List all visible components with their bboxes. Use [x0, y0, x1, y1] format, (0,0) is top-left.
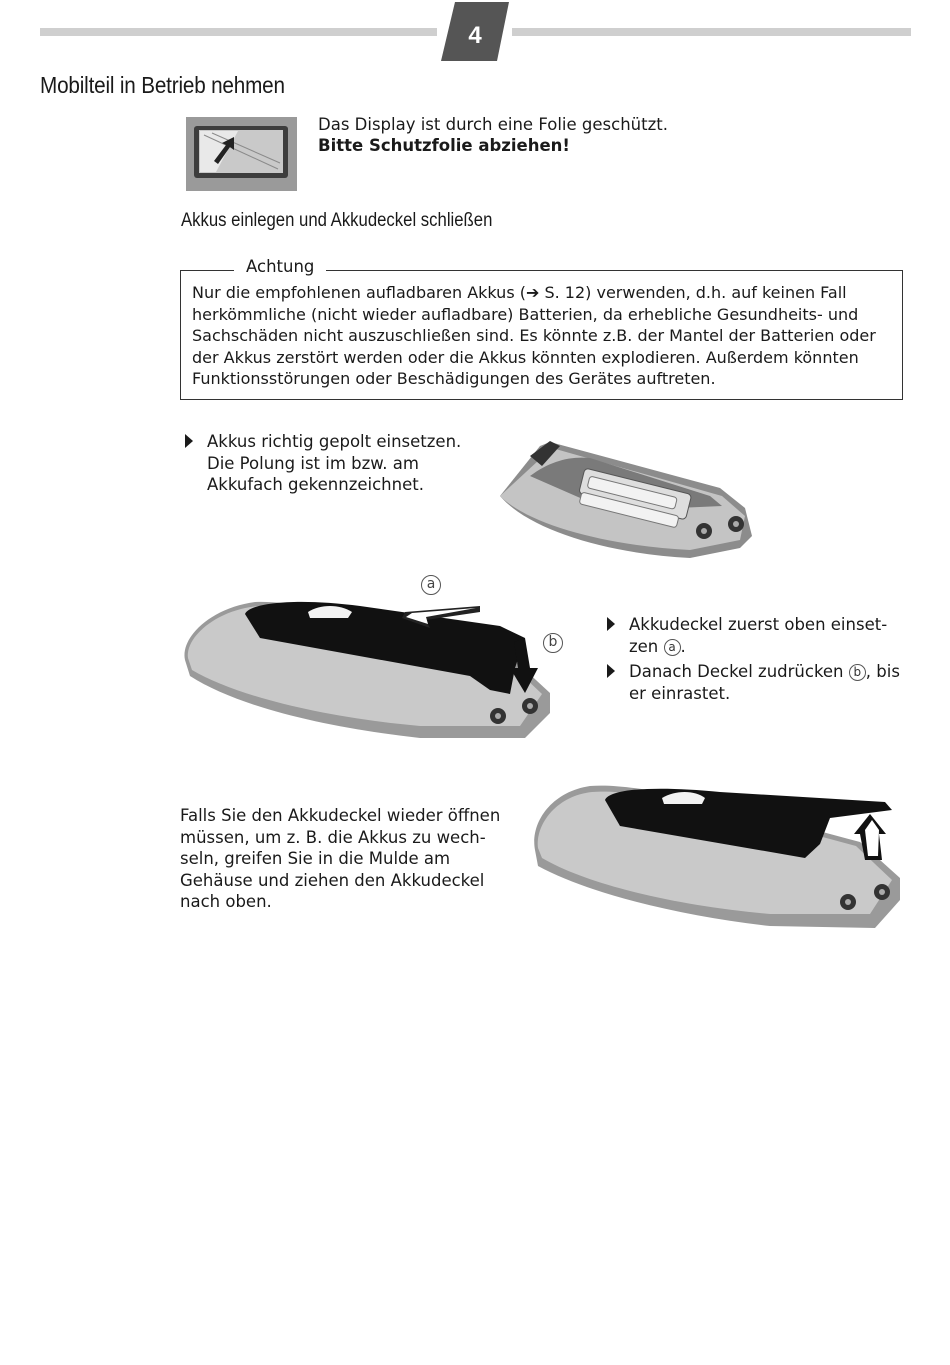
open-cover-text: Falls Sie den Akkudeckel wieder öffnen müssen, um z. B. die Akkus zu wech-seln, greifen Sie in die Mulde am Gehäuse und ziehen den Akkudeckel nach oben. — [180, 806, 501, 911]
label-b: b — [849, 664, 866, 681]
step-insert-cover-top — [629, 614, 904, 657]
step-insert-batteries: Akkus richtig gepolt einsetzen. Die Polung ist im bzw. am Akkufach gekennzeichnet. — [207, 432, 462, 494]
step-cover-top-end: . — [680, 636, 686, 656]
arrow-right-icon: ➔ — [525, 283, 540, 302]
header-rule-left — [40, 28, 437, 36]
bullet-triangle-icon — [607, 664, 615, 678]
label-a: a — [664, 639, 681, 656]
header-rule-right — [512, 28, 911, 36]
intro-text: Das Display ist durch eine Folie geschützt. — [318, 115, 668, 134]
section-title: Mobilteil in Betrieb nehmen — [40, 72, 285, 98]
warning-title: Achtung — [234, 257, 326, 276]
chapter-number: 4 — [468, 22, 482, 49]
open-cover-illustration — [530, 782, 905, 932]
step-cover-top-text: Akkudeckel zuerst oben einset-zen — [629, 615, 888, 656]
warning-body-rest: S. 12) verwenden, d.h. auf keinen Fall herkömmliche (nicht wieder aufladbare) Batterien, da erhebliche Gesundheits- und Sachschäden nicht auszuschließen sind. Es könnte z.B. der Mantel der Batterien oder der Akkus zerstört werden oder die Akkus könnten explodieren. Außerdem könnten Funktionsstörungen oder Beschädigungen des Gerätes auftreten. — [192, 283, 876, 388]
step-press-end: , bis er einrastet. — [629, 662, 900, 703]
warning-body-start: Nur die empfohlenen aufladbaren Akkus ( — [192, 283, 526, 302]
display-film-illustration — [186, 117, 297, 191]
step-press-text: Danach Deckel zudrücken — [629, 662, 849, 681]
intro-instruction: Bitte Schutzfolie abziehen! — [318, 136, 570, 155]
step-press-cover — [629, 661, 904, 704]
bullet-triangle-icon — [607, 617, 615, 631]
figure-label-b: b — [543, 633, 563, 653]
warning-body — [192, 282, 892, 390]
insert-cover-illustration — [180, 598, 555, 746]
subsection-title: Akkus einlegen und Akkudeckel schließen — [181, 210, 493, 231]
figure-label-a: a — [421, 575, 441, 595]
battery-compartment-illustration — [490, 436, 755, 564]
bullet-triangle-icon — [185, 434, 193, 448]
